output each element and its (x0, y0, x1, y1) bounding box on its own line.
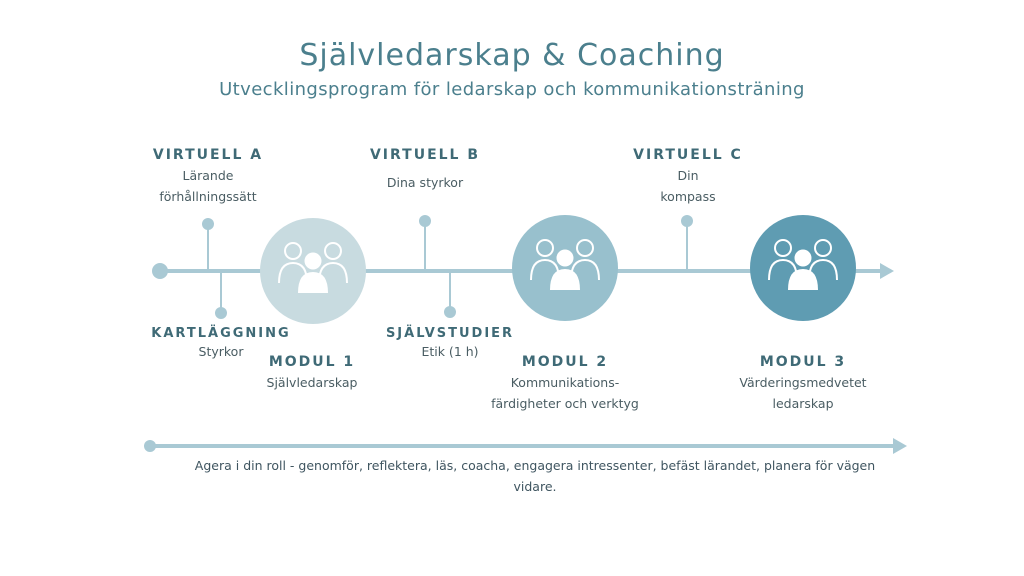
virtuell-b-heading: VIRTUELL B (369, 147, 481, 163)
bottom-description: Agera i din roll - genomför, reflektera, läs, coacha, engagera intressenter, befäst lärandet, planera för vägen vidare. (194, 458, 876, 494)
modul-3-heading: MODUL 3 (759, 354, 847, 370)
virtuell-a-line-1: Lärande (182, 168, 234, 183)
stem-dot-virtuell-a (202, 218, 214, 230)
stem-dot-kartlaggning (215, 307, 227, 319)
virtuell-c (608, 147, 768, 207)
modul-1-heading: MODUL 1 (268, 354, 356, 370)
kartlaggning-line-1: Styrkor (198, 344, 244, 359)
virtuell-c-heading: VIRTUELL C (633, 147, 743, 163)
stem-dot-sjalvstudier (444, 306, 456, 318)
modul-2-heading: MODUL 2 (521, 354, 609, 370)
virtuell-c-line-2: kompass (660, 189, 716, 204)
timeline-arrow-head (880, 263, 894, 279)
modul-3 (723, 354, 883, 414)
virtuell-b (345, 147, 505, 193)
virtuell-b-line-1: Dina styrkor (386, 175, 464, 190)
modul-3-line-2: ledarskap (772, 396, 834, 411)
virtuell-a (128, 147, 288, 207)
page-subtitle: Utvecklingsprogram för ledarskap och kommunikationsträning (219, 79, 805, 100)
module-1-circle (260, 218, 366, 324)
virtuell-a-heading: VIRTUELL A (152, 147, 264, 163)
modul-3-line-1: Värderingsmedvetet (739, 375, 867, 390)
modul-2-line-2: färdigheter och verktyg (491, 396, 639, 411)
bottom-arrow-head (893, 438, 907, 454)
modul-1 (232, 354, 392, 393)
page-title: Självledarskap & Coaching (299, 38, 725, 73)
kartlaggning-heading: KARTLÄGGNING (151, 326, 291, 341)
modul-2-line-1: Kommunikations- (510, 375, 620, 390)
sjalvstudier-heading: SJÄLVSTUDIER (385, 326, 515, 341)
module-2-circle (512, 215, 618, 321)
bottom-arrow-start-dot (144, 440, 156, 452)
module-3-circle (750, 215, 856, 321)
timeline-start-dot (152, 263, 168, 279)
sjalvstudier-line-1: Etik (1 h) (421, 344, 479, 359)
virtuell-a-line-2: förhållningssätt (159, 189, 257, 204)
modul-1-line-1: Självledarskap (266, 375, 358, 390)
stem-dot-virtuell-b (419, 215, 431, 227)
virtuell-c-line-1: Din (677, 168, 699, 183)
modul-2 (485, 354, 645, 414)
stem-dot-virtuell-c (681, 215, 693, 227)
